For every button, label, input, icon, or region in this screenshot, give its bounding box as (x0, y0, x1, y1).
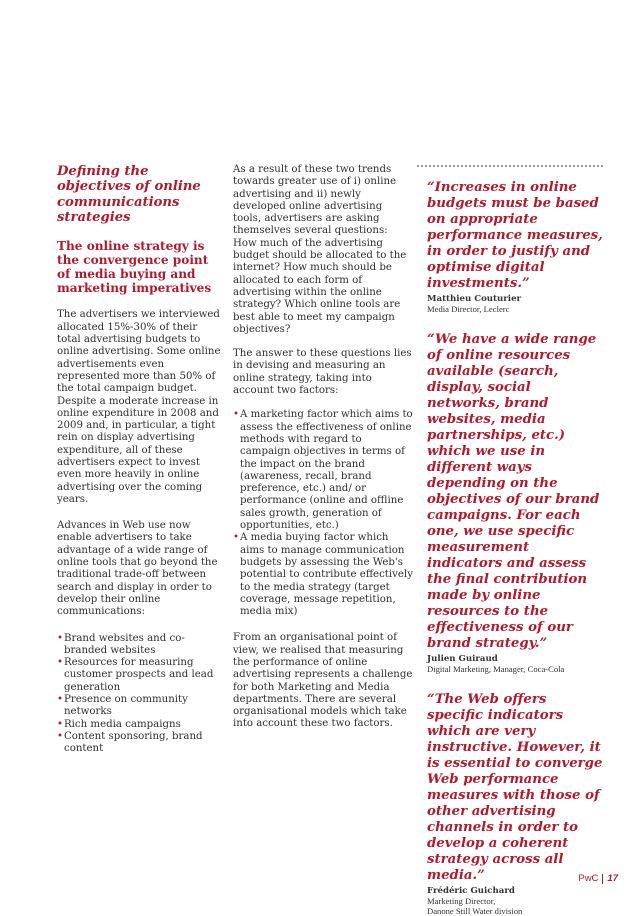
quotes-column (427, 180, 603, 916)
pull-quote: “Increases in online budgets must be based on appropriate performance measures, in order to justify and optimise digital investments.” (427, 180, 603, 291)
list-item: • Resources for measuring customer prospects and lead generation (57, 657, 223, 694)
pull-quote: “We have a wide range of online resources available (search, display, social networks, brand websites, media partnerships, etc.) which we use in different ways depending on the objectives of our brand campaigns. For each one, we use specific measurement indicators and assess the final contribution made by online resources to the effectiveness of our brand strategy.” (427, 332, 600, 651)
middle-paragraph-3: From an organisational point of view, we realised that measuring the performance of online advertising represents a challenge for both Marketing and Media departments. There are several organisational models which take into account these two factors. (233, 632, 413, 730)
factors-list (233, 409, 413, 618)
quote-author-role: Digital Marketing, Manager, Coca-Cola (427, 664, 565, 674)
list-item: • A media buying factor which aims to manage communication budgets by assessing the Web's potential to contribute effectively to the media strategy (target coverage, message repetition, media mix) (233, 532, 413, 618)
quote-author: Frédéric Guichard (427, 886, 515, 896)
list-item: • Brand websites and co-branded websites (57, 633, 223, 658)
quote-block (427, 180, 603, 314)
section-subtitle: The online strategy is the convergence point of media buying and marketing imperatives (57, 238, 212, 296)
page-number: 17 (607, 873, 618, 884)
list-item: • Presence on community networks (57, 694, 223, 719)
left-paragraph-2: Advances in Web use now enable advertisers to take advantage of a wide range of online tools that go beyond the traditional trade-off between search and display in order to develop their online communications: (57, 520, 218, 618)
brand-name: PwC (578, 873, 599, 884)
list-item: • Rich media campaigns (57, 719, 223, 731)
left-paragraph-1: The advertisers we interviewed allocated 15%-30% of their total advertising budgets to online advertising. Some online advertisements even represented more than 50% of the total campaign budget. Despite a moderate increase in online expenditure in 2008 and 2009 and, in particular, a tight rein on display advertising expenditure, all of these advertisers expect to invest even more heavily in online advertising over the coming years. (57, 309, 221, 505)
page-footer (578, 873, 618, 884)
quote-author-role: Marketing Director, (427, 896, 496, 906)
middle-column (233, 164, 413, 731)
quote-author: Matthieu Couturier (427, 294, 522, 304)
footer-separator (602, 874, 603, 884)
quote-block (427, 332, 603, 674)
quote-block (427, 692, 603, 916)
pull-quote: “The Web offers specific indicators which are very instructive. However, it is essential to converge Web performance measures with those of other advertising channels in order to develop a coherent strategy across all media.” (427, 692, 603, 883)
list-item: • Content sponsoring, brand content (57, 731, 223, 756)
middle-paragraph-1: As a result of these two trends towards greater use of i) online advertising and ii) newly developed online advertising tools, advertisers are asking themselves several questions: How much of the advertising budget should be allocated to the internet? How much should be allocated to each form of advertising within the online strategy? Which online tools are best able to meet my campaign objectives? (233, 164, 407, 335)
list-item: • A marketing factor which aims to assess the effectiveness of online methods with regard to campaign objectives in terms of the impact on the brand (awareness, recall, brand preference, etc.) and/ or performance (online and offline sales growth, generation of opportunities, etc.) (233, 409, 413, 532)
quote-author: Julien Guiraud (427, 654, 498, 664)
left-column (57, 164, 223, 756)
quote-author-role: Media Director, Leclerc (427, 304, 510, 314)
middle-paragraph-2: The answer to these questions lies in devising and measuring an online strategy, taking into account two factors: (233, 348, 412, 397)
quote-author-division: Danone Still Water division (427, 906, 523, 916)
online-tools-list (57, 633, 223, 756)
section-title: Defining the objectives of online communications strategies (57, 164, 201, 226)
quotes-divider (417, 165, 603, 167)
